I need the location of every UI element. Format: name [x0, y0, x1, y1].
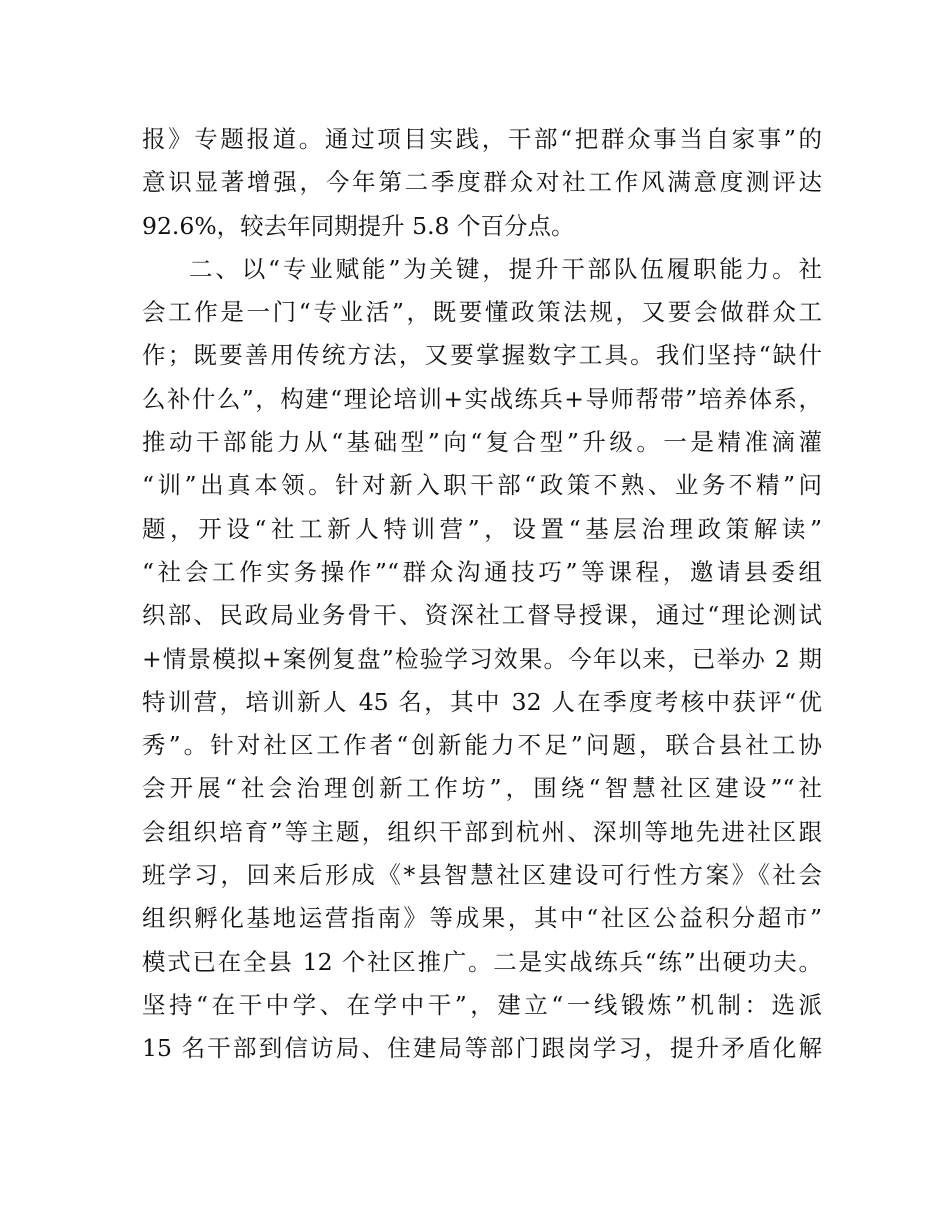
- text-line: “社会工作实务操作”“群众沟通技巧”等课程，邀请县委组: [142, 557, 822, 586]
- text-line: +情景模拟+案例复盘”检验学习效果。今年以来，已举办 2 期: [142, 644, 822, 673]
- text-line: 么补什么”，构建“理论培训+实战练兵+导师帮带”培养体系，: [142, 384, 822, 413]
- text-line: 92.6%，较去年同期提升 5.8 个百分点。: [142, 211, 575, 240]
- body-text: [142, 118, 822, 1071]
- text-line: “训”出真本领。针对新入职干部“政策不熟、业务不精”问: [142, 471, 822, 500]
- text-line: 模式已在全县 12 个社区推广。二是实战练兵“练”出硬功夫。: [142, 947, 822, 976]
- text-line: 作；既要善用传统方法，又要掌握数字工具。我们坚持“缺什: [142, 341, 822, 370]
- text-line: 推动干部能力从“基础型”向“复合型”升级。一是精准滴灌: [142, 428, 822, 457]
- text-line: 坚持“在干中学、在学中干”，建立“一线锻炼”机制：选派: [142, 990, 822, 1019]
- text-line: 组织孵化基地运营指南》等成果，其中“社区公益积分超市”: [142, 904, 822, 933]
- text-line: 题，开设“社工新人特训营”，设置“基层治理政策解读”: [142, 514, 822, 543]
- text-line: 秀”。针对社区工作者“创新能力不足”问题，联合县社工协: [142, 731, 822, 760]
- text-line: 特训营，培训新人 45 名，其中 32 人在季度考核中获评“优: [142, 687, 822, 716]
- text-line: 15 名干部到信访局、住建局等部门跟岗学习，提升矛盾化解: [142, 1034, 822, 1063]
- text-line: 班学习，回来后形成《*县智慧社区建设可行性方案》《社会: [142, 861, 822, 890]
- text-line: 会组织培育”等主题，组织干部到杭州、深圳等地先进社区跟: [142, 817, 822, 846]
- text-line: 报》专题报道。通过项目实践，干部“把群众事当自家事”的: [142, 125, 822, 153]
- text-line: 意识显著增强，今年第二季度群众对社工作风满意度测评达: [142, 168, 822, 197]
- text-line: 会开展“社会治理创新工作坊”，围绕“智慧社区建设”“社: [142, 774, 822, 803]
- text-line: 会工作是一门“专业活”，既要懂政策法规，又要会做群众工: [142, 298, 822, 327]
- text-line: 织部、民政局业务骨干、资深社工督导授课，通过“理论测试: [142, 601, 822, 630]
- paragraph-heading-line: 二、以“专业赋能”为关键，提升干部队伍履职能力。社: [189, 254, 822, 283]
